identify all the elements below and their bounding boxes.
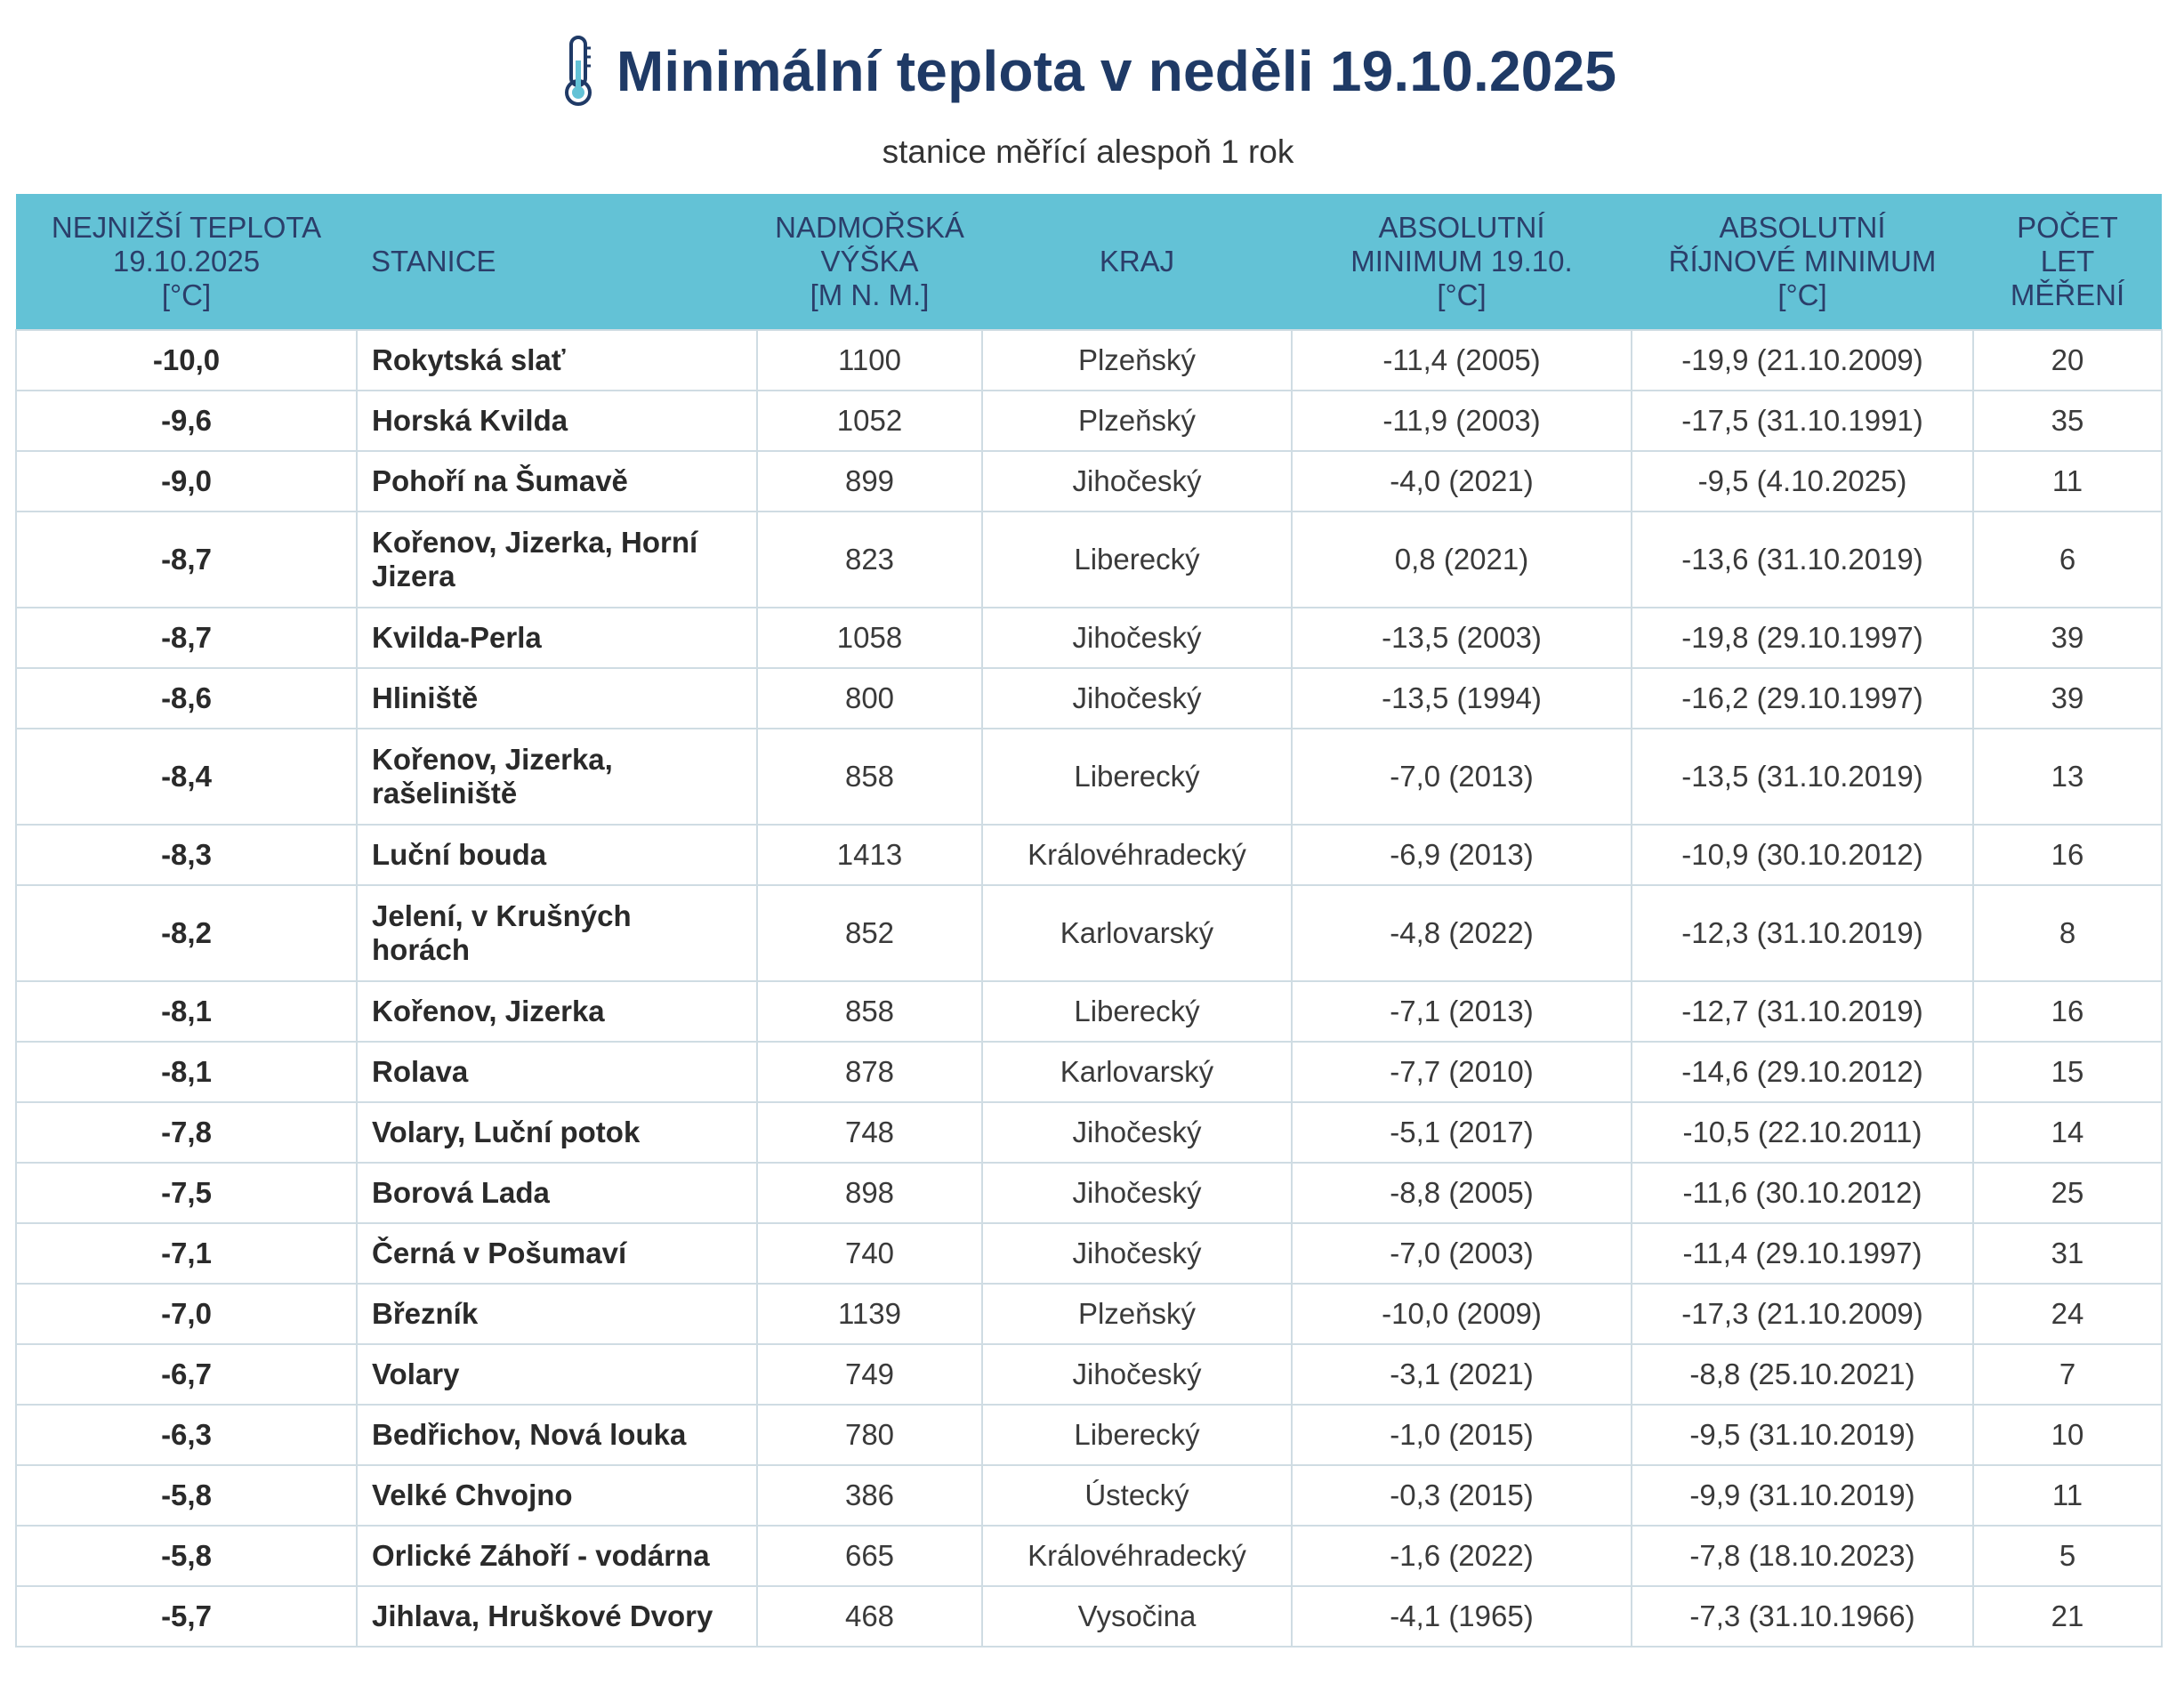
cell-station — [357, 1163, 757, 1223]
cell-lowest-temp: -8,6 — [16, 668, 357, 729]
cell-years: 5 — [1973, 1526, 2162, 1586]
cell-abs-min: -4,1 (1965) — [1292, 1586, 1632, 1647]
cell-abs-min: -4,0 (2021) — [1292, 451, 1632, 512]
cell-elevation: 1139 — [757, 1284, 982, 1344]
cell-abs-min: -1,0 (2015) — [1292, 1405, 1632, 1465]
cell-oct-min: -10,9 (30.10.2012) — [1632, 825, 1973, 885]
cell-oct-min: -12,3 (31.10.2019) — [1632, 885, 1973, 981]
cell-oct-min: -7,3 (31.10.1966) — [1632, 1586, 1973, 1647]
cell-years: 6 — [1973, 512, 2162, 608]
cell-lowest-temp: -5,8 — [16, 1465, 357, 1526]
cell-station — [357, 981, 757, 1042]
cell-lowest-temp: -8,1 — [16, 1042, 357, 1102]
cell-oct-min: -17,5 (31.10.1991) — [1632, 391, 1973, 451]
cell-abs-min: -10,0 (2009) — [1292, 1284, 1632, 1344]
table-row — [16, 1102, 2162, 1163]
table-row — [16, 512, 2162, 608]
cell-years: 15 — [1973, 1042, 2162, 1102]
cell-lowest-temp: -10,0 — [16, 330, 357, 391]
header-abs-min — [1292, 194, 1632, 330]
table-row — [16, 1526, 2162, 1586]
cell-oct-min: -11,4 (29.10.1997) — [1632, 1223, 1973, 1284]
cell-oct-min: -12,7 (31.10.2019) — [1632, 981, 1973, 1042]
cell-region: Plzeňský — [982, 1284, 1292, 1344]
header-line: [°C] — [1777, 278, 1827, 311]
station-line: Černá v Pošumaví — [372, 1237, 627, 1269]
cell-region: Jihočeský — [982, 1163, 1292, 1223]
cell-lowest-temp: -8,3 — [16, 825, 357, 885]
cell-region: Vysočina — [982, 1586, 1292, 1647]
station-line: Kořenov, Jizerka, — [372, 743, 613, 776]
header-line: NADMOŘSKÁ — [775, 211, 964, 244]
cell-elevation: 665 — [757, 1526, 982, 1586]
cell-abs-min: -8,8 (2005) — [1292, 1163, 1632, 1223]
cell-station — [357, 1223, 757, 1284]
table-row — [16, 608, 2162, 668]
cell-oct-min: -7,8 (18.10.2023) — [1632, 1526, 1973, 1586]
cell-years: 11 — [1973, 451, 2162, 512]
table-row — [16, 668, 2162, 729]
table-row — [16, 451, 2162, 512]
cell-elevation: 386 — [757, 1465, 982, 1526]
cell-oct-min: -9,5 (4.10.2025) — [1632, 451, 1973, 512]
header-station — [357, 194, 757, 330]
table-row — [16, 1465, 2162, 1526]
header-region — [982, 194, 1292, 330]
cell-oct-min: -13,5 (31.10.2019) — [1632, 729, 1973, 825]
cell-abs-min: -13,5 (1994) — [1292, 668, 1632, 729]
table-row — [16, 330, 2162, 391]
cell-abs-min: -7,0 (2013) — [1292, 729, 1632, 825]
cell-abs-min: -5,1 (2017) — [1292, 1102, 1632, 1163]
cell-years: 13 — [1973, 729, 2162, 825]
table-row — [16, 885, 2162, 981]
cell-lowest-temp: -6,3 — [16, 1405, 357, 1465]
cell-lowest-temp: -8,7 — [16, 512, 357, 608]
cell-elevation: 749 — [757, 1344, 982, 1405]
cell-lowest-temp: -8,2 — [16, 885, 357, 981]
cell-oct-min: -16,2 (29.10.1997) — [1632, 668, 1973, 729]
cell-station — [357, 1526, 757, 1586]
table-row — [16, 1223, 2162, 1284]
header-line: KRAJ — [1099, 245, 1175, 278]
station-line: horách — [372, 933, 471, 966]
cell-elevation: 1058 — [757, 608, 982, 668]
cell-station — [357, 451, 757, 512]
cell-lowest-temp: -5,7 — [16, 1586, 357, 1647]
station-line: Kořenov, Jizerka — [372, 995, 605, 1027]
station-line: Volary — [372, 1358, 460, 1390]
cell-lowest-temp: -7,5 — [16, 1163, 357, 1223]
station-line: Bedřichov, Nová louka — [372, 1418, 687, 1451]
cell-lowest-temp: -8,4 — [16, 729, 357, 825]
table-row — [16, 729, 2162, 825]
cell-years: 14 — [1973, 1102, 2162, 1163]
cell-lowest-temp: -9,0 — [16, 451, 357, 512]
cell-station — [357, 729, 757, 825]
cell-abs-min: -11,4 (2005) — [1292, 330, 1632, 391]
station-line: Kvilda-Perla — [372, 621, 542, 654]
cell-abs-min: -1,6 (2022) — [1292, 1526, 1632, 1586]
page-header — [0, 27, 2176, 171]
station-line: Borová Lada — [372, 1176, 550, 1209]
cell-region: Královéhradecký — [982, 825, 1292, 885]
cell-oct-min: -9,9 (31.10.2019) — [1632, 1465, 1973, 1526]
cell-abs-min: -11,9 (2003) — [1292, 391, 1632, 451]
cell-oct-min: -8,8 (25.10.2021) — [1632, 1344, 1973, 1405]
table-row — [16, 825, 2162, 885]
cell-elevation: 852 — [757, 885, 982, 981]
header-line: ABSOLUTNÍ — [1378, 211, 1545, 244]
cell-abs-min: -13,5 (2003) — [1292, 608, 1632, 668]
header-line: [M N. M.] — [810, 278, 930, 311]
cell-years: 39 — [1973, 668, 2162, 729]
cell-region: Jihočeský — [982, 668, 1292, 729]
cell-abs-min: 0,8 (2021) — [1292, 512, 1632, 608]
station-line: Orlické Záhoří - vodárna — [372, 1539, 710, 1572]
header-line: ABSOLUTNÍ — [1719, 211, 1886, 244]
cell-years: 39 — [1973, 608, 2162, 668]
header-line: MINIMUM 19.10. — [1350, 245, 1573, 278]
cell-station — [357, 1102, 757, 1163]
cell-station — [357, 885, 757, 981]
cell-abs-min: -7,1 (2013) — [1292, 981, 1632, 1042]
station-line: Březník — [372, 1297, 479, 1330]
station-line: Jihlava, Hruškové Dvory — [372, 1599, 713, 1632]
cell-elevation: 1413 — [757, 825, 982, 885]
cell-years: 8 — [1973, 885, 2162, 981]
cell-station — [357, 1586, 757, 1647]
table-row — [16, 1284, 2162, 1344]
cell-station — [357, 1284, 757, 1344]
cell-oct-min: -13,6 (31.10.2019) — [1632, 512, 1973, 608]
header-line: LET — [2040, 245, 2095, 278]
table-row — [16, 391, 2162, 451]
table-row — [16, 981, 2162, 1042]
cell-lowest-temp: -7,8 — [16, 1102, 357, 1163]
station-line: Velké Chvojno — [372, 1478, 573, 1511]
cell-years: 21 — [1973, 1586, 2162, 1647]
cell-years: 16 — [1973, 981, 2162, 1042]
cell-elevation: 878 — [757, 1042, 982, 1102]
cell-oct-min: -10,5 (22.10.2011) — [1632, 1102, 1973, 1163]
cell-station — [357, 1465, 757, 1526]
cell-lowest-temp: -7,1 — [16, 1223, 357, 1284]
cell-years: 31 — [1973, 1223, 2162, 1284]
cell-elevation: 748 — [757, 1102, 982, 1163]
cell-elevation: 858 — [757, 729, 982, 825]
cell-abs-min: -7,7 (2010) — [1292, 1042, 1632, 1102]
cell-region: Liberecký — [982, 1405, 1292, 1465]
cell-station — [357, 1405, 757, 1465]
cell-region: Jihočeský — [982, 1102, 1292, 1163]
cell-region: Královéhradecký — [982, 1526, 1292, 1586]
cell-region: Plzeňský — [982, 330, 1292, 391]
header-elevation — [757, 194, 982, 330]
cell-oct-min: -19,8 (29.10.1997) — [1632, 608, 1973, 668]
cell-years: 20 — [1973, 330, 2162, 391]
header-line: MĚŘENÍ — [2010, 278, 2125, 311]
cell-region: Liberecký — [982, 512, 1292, 608]
cell-region: Karlovarský — [982, 885, 1292, 981]
cell-lowest-temp: -8,1 — [16, 981, 357, 1042]
header-line: POČET — [2017, 211, 2118, 244]
cell-abs-min: -4,8 (2022) — [1292, 885, 1632, 981]
header-line: ŘÍJNOVÉ MINIMUM — [1668, 245, 1937, 278]
cell-years: 25 — [1973, 1163, 2162, 1223]
cell-years: 7 — [1973, 1344, 2162, 1405]
thermometer-icon — [560, 34, 597, 109]
cell-lowest-temp: -5,8 — [16, 1526, 357, 1586]
table-header-row — [16, 194, 2162, 330]
header-line: [°C] — [1437, 278, 1487, 311]
cell-region: Jihočeský — [982, 451, 1292, 512]
cell-station — [357, 512, 757, 608]
cell-years: 24 — [1973, 1284, 2162, 1344]
cell-region: Ústecký — [982, 1465, 1292, 1526]
cell-years: 11 — [1973, 1465, 2162, 1526]
cell-station — [357, 668, 757, 729]
table-body — [16, 330, 2162, 1647]
cell-years: 35 — [1973, 391, 2162, 451]
cell-oct-min: -9,5 (31.10.2019) — [1632, 1405, 1973, 1465]
station-line: Jizera — [372, 560, 455, 592]
cell-elevation: 780 — [757, 1405, 982, 1465]
cell-lowest-temp: -8,7 — [16, 608, 357, 668]
header-line: STANICE — [371, 245, 496, 278]
cell-elevation: 468 — [757, 1586, 982, 1647]
title-row — [0, 27, 2176, 116]
station-line: rašeliniště — [372, 777, 518, 810]
header-years — [1973, 194, 2162, 330]
header-oct-min — [1632, 194, 1973, 330]
cell-elevation: 740 — [757, 1223, 982, 1284]
cell-region: Jihočeský — [982, 608, 1292, 668]
cell-region: Plzeňský — [982, 391, 1292, 451]
cell-station — [357, 1344, 757, 1405]
table-row — [16, 1042, 2162, 1102]
table-row — [16, 1344, 2162, 1405]
cell-station — [357, 330, 757, 391]
cell-years: 16 — [1973, 825, 2162, 885]
cell-abs-min: -6,9 (2013) — [1292, 825, 1632, 885]
header-line: VÝŠKA — [820, 245, 919, 278]
cell-oct-min: -17,3 (21.10.2009) — [1632, 1284, 1973, 1344]
cell-region: Jihočeský — [982, 1223, 1292, 1284]
cell-elevation: 858 — [757, 981, 982, 1042]
station-line: Volary, Luční potok — [372, 1116, 641, 1148]
cell-oct-min: -14,6 (29.10.2012) — [1632, 1042, 1973, 1102]
cell-station — [357, 825, 757, 885]
cell-station — [357, 608, 757, 668]
table-row — [16, 1405, 2162, 1465]
cell-region: Liberecký — [982, 729, 1292, 825]
cell-lowest-temp: -6,7 — [16, 1344, 357, 1405]
cell-station — [357, 391, 757, 451]
cell-region: Karlovarský — [982, 1042, 1292, 1102]
header-line: NEJNIŽŠÍ TEPLOTA — [51, 211, 322, 244]
station-line: Jelení, v Krušných — [372, 899, 632, 932]
station-line: Horská Kvilda — [372, 404, 568, 437]
station-line: Hliniště — [372, 681, 479, 714]
cell-abs-min: -0,3 (2015) — [1292, 1465, 1632, 1526]
table-row — [16, 1586, 2162, 1647]
page-subtitle: stanice měřící alespoň 1 rok — [882, 133, 1294, 170]
header-lowest-temp — [16, 194, 357, 330]
cell-region: Liberecký — [982, 981, 1292, 1042]
cell-station — [357, 1042, 757, 1102]
station-line: Luční bouda — [372, 838, 547, 871]
cell-elevation: 823 — [757, 512, 982, 608]
station-line: Pohoří na Šumavě — [372, 464, 628, 497]
cell-lowest-temp: -9,6 — [16, 391, 357, 451]
cell-oct-min: -19,9 (21.10.2009) — [1632, 330, 1973, 391]
cell-elevation: 800 — [757, 668, 982, 729]
page-title: Minimální teplota v neděli 19.10.2025 — [616, 39, 1617, 103]
cell-region: Jihočeský — [982, 1344, 1292, 1405]
cell-oct-min: -11,6 (30.10.2012) — [1632, 1163, 1973, 1223]
cell-elevation: 1052 — [757, 391, 982, 451]
min-temperature-table — [15, 194, 2163, 1648]
cell-abs-min: -3,1 (2021) — [1292, 1344, 1632, 1405]
cell-years: 10 — [1973, 1405, 2162, 1465]
header-line: [°C] — [161, 278, 212, 311]
cell-elevation: 899 — [757, 451, 982, 512]
table-row — [16, 1163, 2162, 1223]
station-line: Kořenov, Jizerka, Horní — [372, 526, 698, 559]
cell-abs-min: -7,0 (2003) — [1292, 1223, 1632, 1284]
header-line: 19.10.2025 — [112, 245, 261, 278]
station-line: Rolava — [372, 1055, 469, 1088]
cell-elevation: 1100 — [757, 330, 982, 391]
station-line: Rokytská slať — [372, 343, 566, 376]
cell-elevation: 898 — [757, 1163, 982, 1223]
cell-lowest-temp: -7,0 — [16, 1284, 357, 1344]
